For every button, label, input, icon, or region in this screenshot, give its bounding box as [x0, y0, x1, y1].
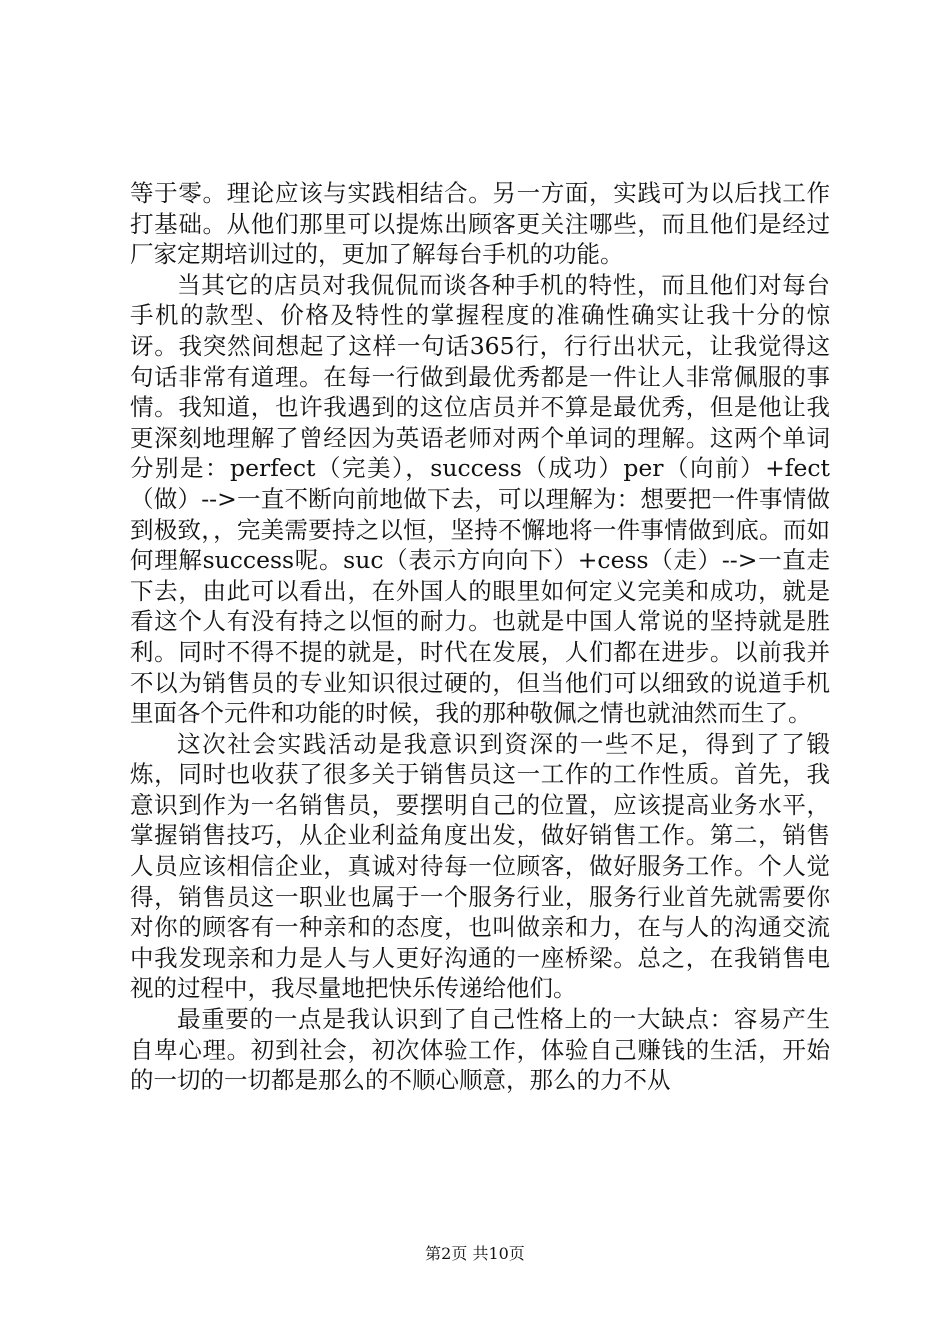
paragraph: 等于零。理论应该与实践相结合。另一方面，实践可为以后找工作打基础。从他们那里可以提炼出顾客更关注哪些，而且他们是经过厂家定期培训过的，更加了解每台手机的功能。	[130, 179, 830, 269]
paragraph: 最重要的一点是我认识到了自己性格上的一大缺点：容易产生自卑心理。初到社会，初次体验工作，体验自己赚钱的生活，开始的一切的一切都是那么的不顺心顺意，那么的力不从	[130, 1005, 830, 1095]
paragraph: 当其它的店员对我侃侃而谈各种手机的特性，而且他们对每台手机的款型、价格及特性的掌握程度的准确性确实让我十分的惊讶。我突然间想起了这样一句话365行，行行出状元，让我觉得这句话非常有道理。在每一行做到最优秀都是一件让人非常佩服的事情。我知道，也许我遇到的这位店员并不算是最优秀，但是他让我更深刻地理解了曾经因为英语老师对两个单词的理解。这两个单词分别是：perfect（完美），success（成功）per（向前）+fect（做）-->一直不断向前地做下去，可以理解为：想要把一件事情做到极致，，完美需要持之以恒，坚持不懈地将一件事情做到底。而如何理解success呢。suc（表示方向向下）+cess（走）-->一直走下去，由此可以看出，在外国人的眼里如何定义完美和成功，就是看这个人有没有持之以恒的耐力。也就是中国人常说的坚持就是胜利。同时不得不提的就是，时代在发展，人们都在进步。以前我并不以为销售员的专业知识很过硬的，但当他们可以细致的说道手机里面各个元件和功能的时候，我的那种敬佩之情也就油然而生了。	[130, 270, 830, 728]
paragraph: 这次社会实践活动是我意识到资深的一些不足，得到了了锻炼，同时也收获了很多关于销售员这一工作的工作性质。首先，我意识到作为一名销售员，要摆明自己的位置，应该提高业务水平，掌握销售技巧，从企业利益角度出发，做好销售工作。第二，销售人员应该相信企业，真诚对待每一位顾客，做好服务工作。个人觉得，销售员这一职业也属于一个服务行业，服务行业首先就需要你对你的顾客有一种亲和的态度，也叫做亲和力，在与人的沟通交流中我发现亲和力是人与人更好沟通的一座桥梁。总之，在我销售电视的过程中，我尽量地把快乐传递给他们。	[130, 729, 830, 1003]
document-body	[130, 178, 830, 1096]
page-number-footer: 第2页 共10页	[425, 1244, 525, 1263]
